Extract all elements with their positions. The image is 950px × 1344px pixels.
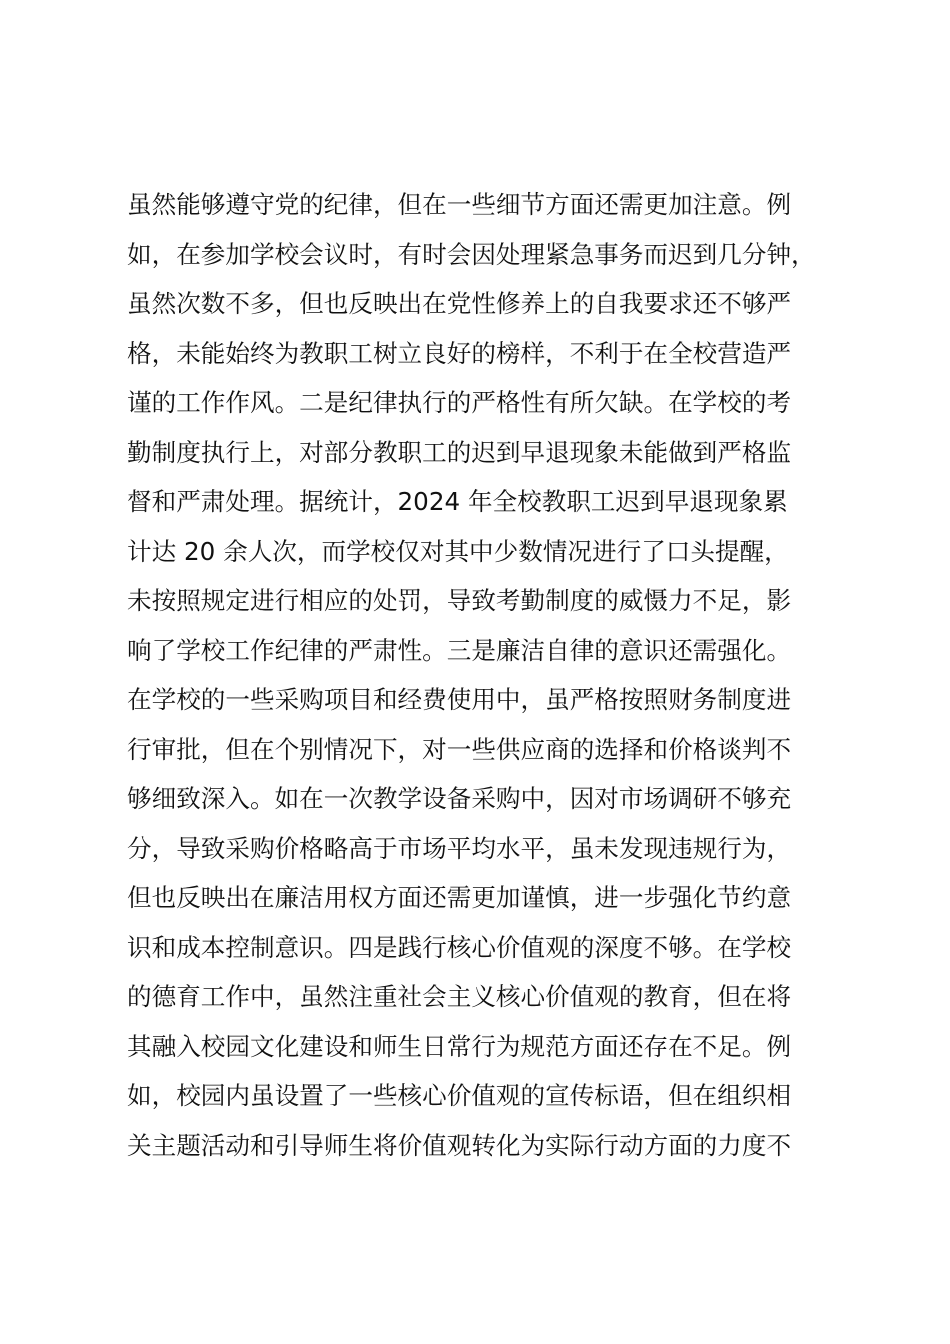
text-line: 未按照规定进行相应的处罚，导致考勤制度的威慑力不足，影 bbox=[127, 586, 792, 615]
text-line: 行审批，但在个别情况下，对一些供应商的选择和价格谈判不 bbox=[127, 734, 792, 764]
text-line: 在学校的一些采购项目和经费使用中，虽严格按照财务制度进 bbox=[127, 685, 792, 714]
text-line: 分，导致采购价格略高于市场平均水平，虽未发现违规行为， bbox=[127, 833, 792, 863]
text-line: 响了学校工作纪律的严肃性。三是廉洁自律的意识还需强化。 bbox=[127, 635, 792, 665]
text-line: 识和成本控制意识。四是践行核心价值观的深度不够。在学校 bbox=[127, 932, 792, 962]
text-line: 虽然能够遵守党的纪律，但在一些细节方面还需更加注意。例 bbox=[127, 190, 792, 219]
text-line: 虽然次数不多，但也反映出在党性修养上的自我要求还不够严 bbox=[127, 289, 792, 318]
text-line: 格，未能始终为教职工树立良好的榜样，不利于在全校营造严 bbox=[127, 338, 792, 368]
text-line: 其融入校园文化建设和师生日常行为规范方面还存在不足。例 bbox=[127, 1031, 792, 1061]
text-line: 够细致深入。如在一次教学设备采购中，因对市场调研不够充 bbox=[127, 784, 792, 813]
text-line: 的德育工作中，虽然注重社会主义核心价值观的教育，但在将 bbox=[127, 982, 792, 1011]
body-paragraph bbox=[127, 180, 847, 1170]
text-line: 督和严肃处理。据统计，2024 年全校教职工迟到早退现象累 bbox=[127, 487, 788, 516]
text-line: 但也反映出在廉洁用权方面还需更加谨慎，进一步强化节约意 bbox=[127, 883, 792, 912]
text-line: 谨的工作作风。二是纪律执行的严格性有所欠缺。在学校的考 bbox=[127, 388, 792, 417]
text-line: 如，校园内虽设置了一些核心价值观的宣传标语，但在组织相 bbox=[127, 1081, 792, 1110]
text-line: 勤制度执行上，对部分教职工的迟到早退现象未能做到严格监 bbox=[127, 437, 792, 467]
text-line: 计达 20 余人次，而学校仅对其中少数情况进行了口头提醒， bbox=[127, 536, 789, 566]
text-line: 如，在参加学校会议时，有时会因处理紧急事务而迟到几分钟， bbox=[127, 239, 816, 269]
text-line: 关主题活动和引导师生将价值观转化为实际行动方面的力度不 bbox=[127, 1130, 792, 1160]
